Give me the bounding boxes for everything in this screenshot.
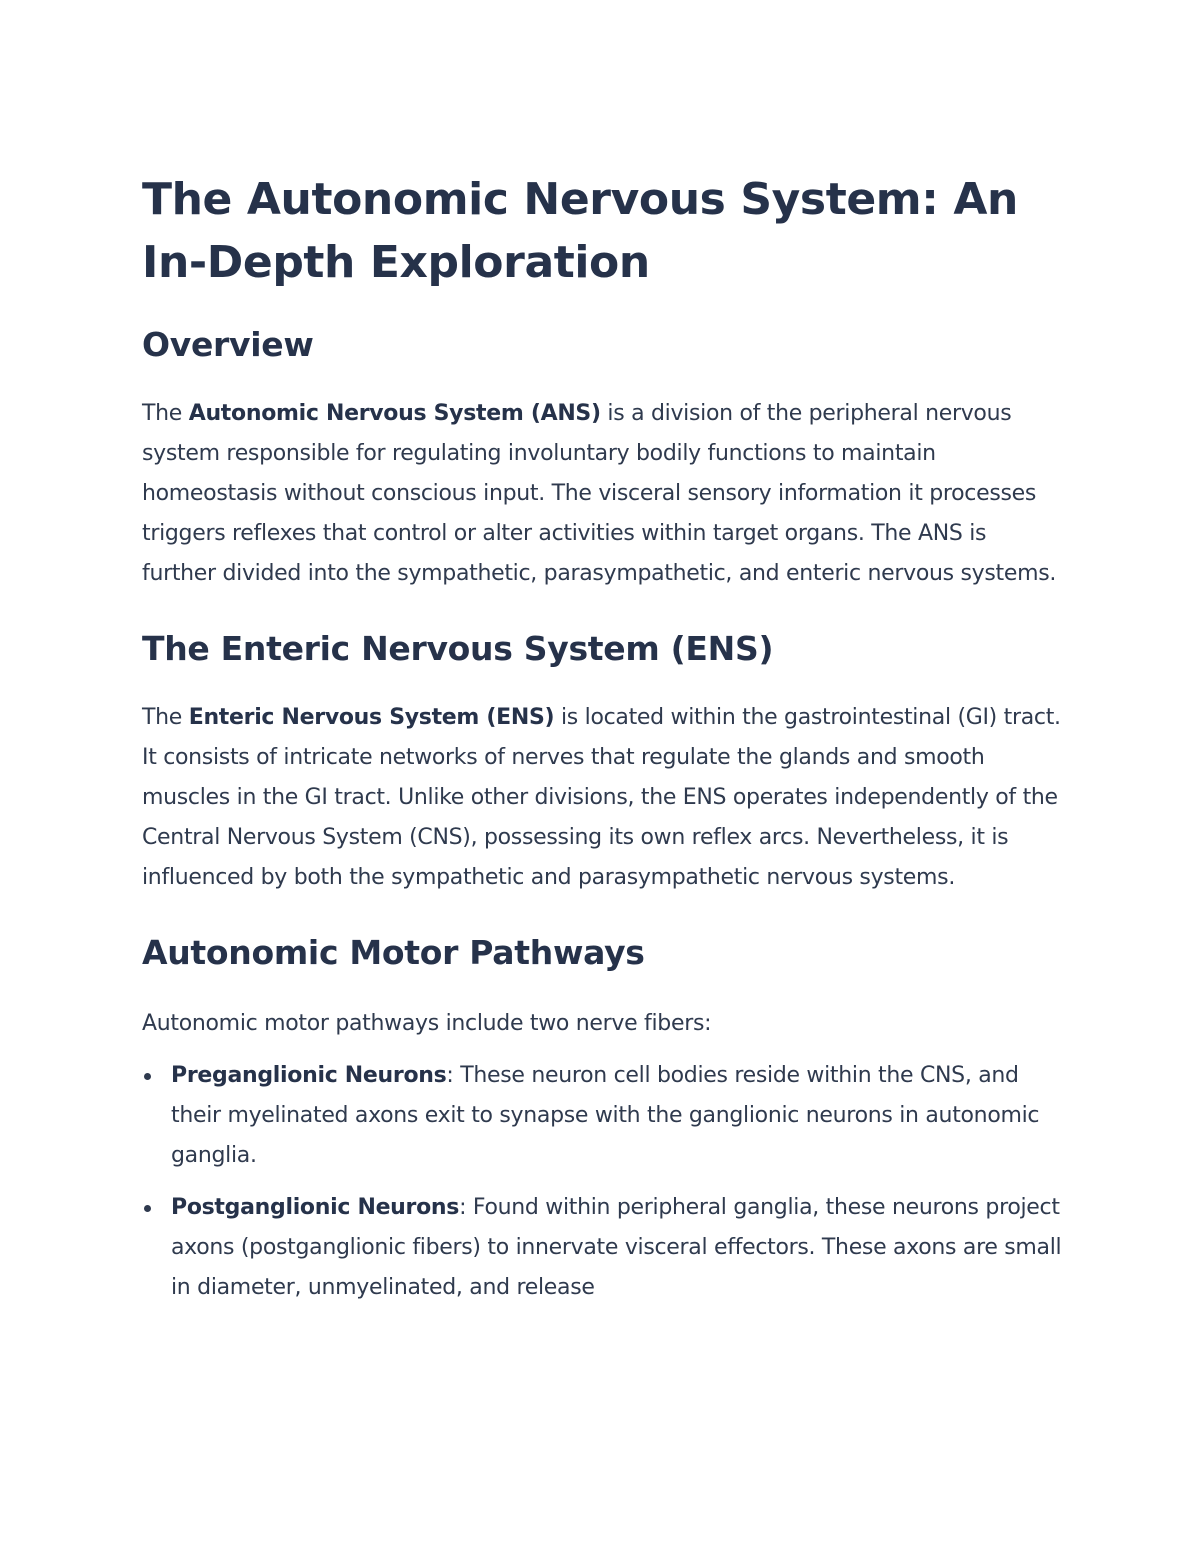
overview-lead: The xyxy=(142,401,189,426)
section-heading-overview: Overview xyxy=(142,325,314,364)
document-title: The Autonomic Nervous System: An In-Depth Exploration xyxy=(142,174,1018,288)
overview-body: is a division of the peripheral nervous system responsible for regulating involuntary bodily functions to maintain homeostasis without conscious input. The visceral sensory information it processes triggers reflexes that control or alter activities within target organs. The ANS is further divided into the sympathetic, parasympathetic, and enteric nervous systems. xyxy=(142,401,1057,586)
motor-pathways-intro: Autonomic motor pathways include two nerve fibers: xyxy=(142,1011,712,1036)
motor-pathways-list xyxy=(142,1056,1062,1308)
bullet-icon xyxy=(144,1073,151,1080)
ens-bold-term: Enteric Nervous System (ENS) xyxy=(188,705,555,730)
ens-lead: The xyxy=(142,705,189,730)
list-item-term: Postganglionic Neurons xyxy=(171,1195,460,1220)
overview-bold-term: Autonomic Nervous System (ANS) xyxy=(188,401,601,426)
section-heading-ens: The Enteric Nervous System (ENS) xyxy=(142,629,774,668)
ens-paragraph xyxy=(142,698,1062,898)
document-page xyxy=(142,168,1062,1320)
overview-paragraph xyxy=(142,394,1062,594)
list-item-text: : These neuron cell bodies reside within the CNS, and their myelinated axons exit to synapse with the ganglionic neurons in autonomic ganglia. xyxy=(171,1063,1040,1168)
section-heading-motor-pathways: Autonomic Motor Pathways xyxy=(142,933,645,972)
list-item-text: : Found within peripheral ganglia, these neurons project axons (postganglionic fibers) to innervate visceral effectors. These axons are small in diameter, unmyelinated, and release xyxy=(171,1195,1062,1300)
list-item xyxy=(142,1188,1062,1308)
list-item xyxy=(142,1056,1062,1176)
bullet-icon xyxy=(144,1205,151,1212)
list-item-term: Preganglionic Neurons xyxy=(171,1063,447,1088)
ens-body: is located within the gastrointestinal (GI) tract. It consists of intricate networks of nerves that regulate the glands and smooth muscles in the GI tract. Unlike other divisions, the ENS operates independently of the Central Nervous System (CNS), possessing its own reflex arcs. Nevertheless, it is influenced by both the sympathetic and parasympathetic nervous systems. xyxy=(142,705,1061,890)
